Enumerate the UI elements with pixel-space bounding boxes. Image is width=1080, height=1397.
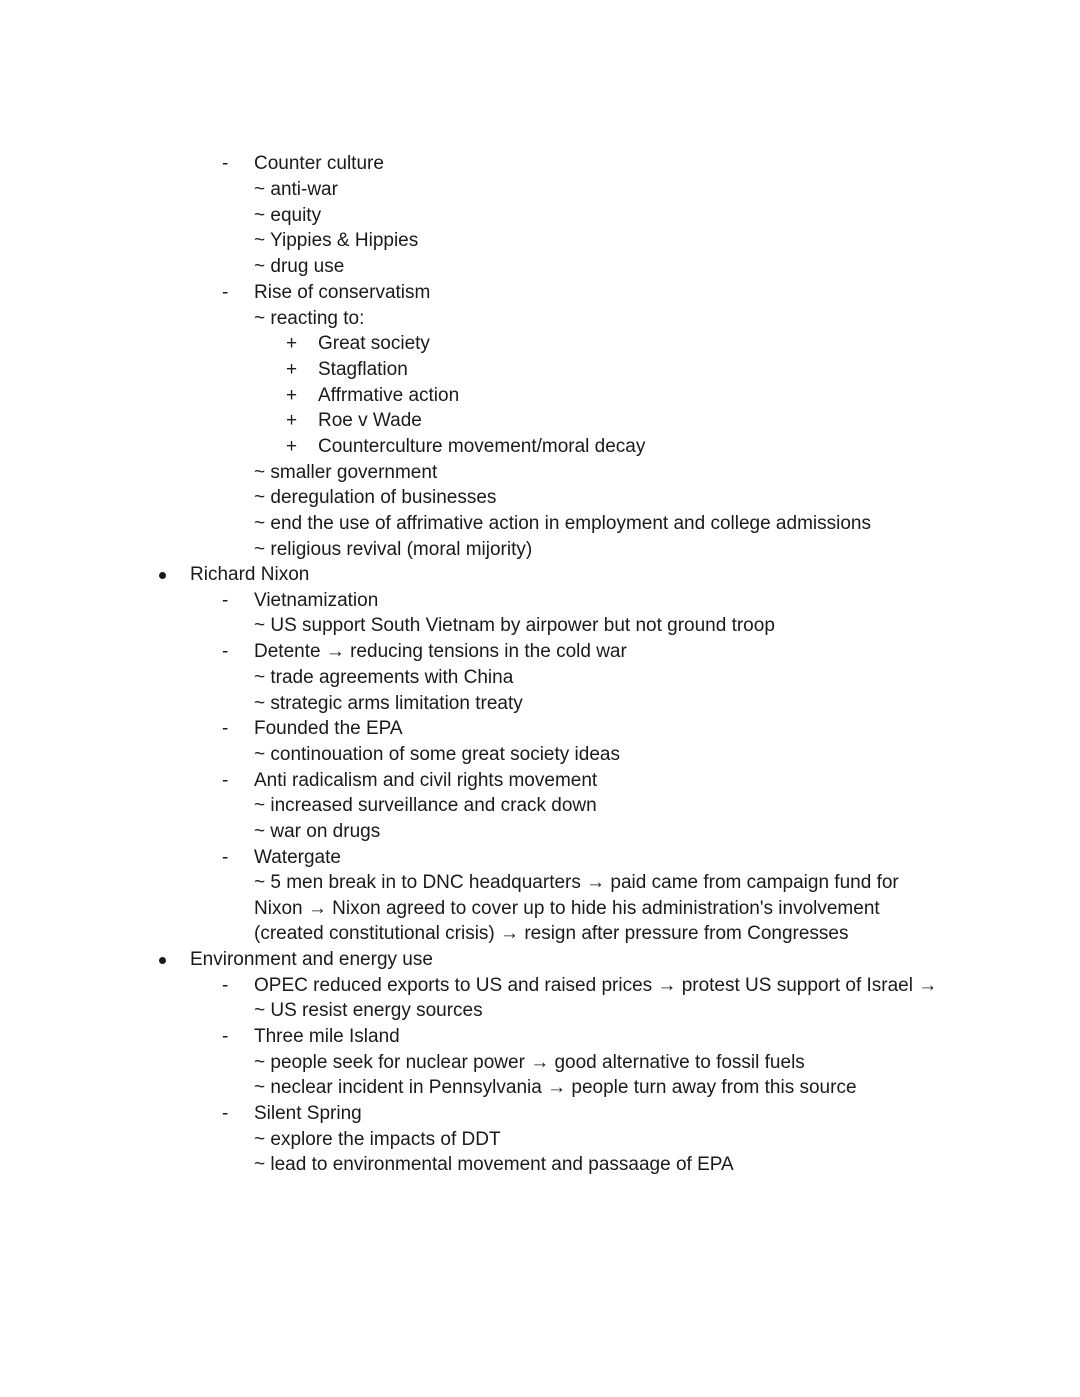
note-line: ~ US resist energy sources xyxy=(254,1000,483,1021)
dash-marker: - xyxy=(222,641,229,662)
plus-marker: + xyxy=(286,359,298,380)
note-line: ~ neclear incident in Pennsylvania → people turn away from this source xyxy=(254,1077,857,1098)
note-line: Nixon → Nixon agreed to cover up to hide his administration's involvement xyxy=(254,898,880,919)
note-line: ~ smaller government xyxy=(254,462,438,483)
dash-marker: - xyxy=(222,282,229,303)
note-line: ~ people seek for nuclear power → good alternative to fossil fuels xyxy=(254,1052,805,1073)
sub-item: Great society xyxy=(318,333,430,354)
topic-rise-of-conservatism: Rise of conservatism xyxy=(254,282,431,303)
dash-marker: - xyxy=(222,975,229,996)
note-line: ~ end the use of affrimative action in employment and college admissions xyxy=(254,513,871,534)
note-line: ~ strategic arms limitation treaty xyxy=(254,693,523,714)
sub-item: Stagflation xyxy=(318,359,408,380)
note-line: ~ 5 men break in to DNC headquarters → paid came from campaign fund for xyxy=(254,872,899,893)
topic-watergate: Watergate xyxy=(254,847,341,868)
note-line: ~ continouation of some great society ideas xyxy=(254,744,620,765)
dash-marker: - xyxy=(222,1026,229,1047)
topic-founded-epa: Founded the EPA xyxy=(254,718,403,739)
note-line: ~ lead to environmental movement and passaage of EPA xyxy=(254,1154,734,1175)
dash-marker: - xyxy=(222,718,229,739)
note-line: ~ anti-war xyxy=(254,179,338,200)
note-line: ~ increased surveillance and crack down xyxy=(254,795,597,816)
sub-item: Counterculture movement/moral decay xyxy=(318,436,646,457)
dash-marker: - xyxy=(222,1103,229,1124)
note-line: ~ religious revival (moral mijority) xyxy=(254,539,533,560)
topic-anti-radicalism: Anti radicalism and civil rights movement xyxy=(254,770,598,791)
note-line: ~ deregulation of businesses xyxy=(254,487,497,508)
topic-counter-culture: Counter culture xyxy=(254,153,384,174)
topic-vietnamization: Vietnamization xyxy=(254,590,379,611)
plus-marker: + xyxy=(286,436,298,457)
plus-marker: + xyxy=(286,333,298,354)
topic-opec: OPEC reduced exports to US and raised prices → protest US support of Israel → xyxy=(254,975,938,996)
topic-silent-spring: Silent Spring xyxy=(254,1103,362,1124)
sub-item: Roe v Wade xyxy=(318,410,422,431)
note-line: ~ trade agreements with China xyxy=(254,667,514,688)
note-line: ~ Yippies & Hippies xyxy=(254,230,419,251)
sub-item: Affrmative action xyxy=(318,385,460,406)
plus-marker: + xyxy=(286,385,298,406)
bullet-marker xyxy=(159,572,166,579)
note-line: ~ equity xyxy=(254,205,322,226)
note-line: ~ drug use xyxy=(254,256,345,277)
dash-marker: - xyxy=(222,770,229,791)
dash-marker: - xyxy=(222,590,229,611)
dash-marker: - xyxy=(222,153,229,174)
plus-marker: + xyxy=(286,410,298,431)
note-line: ~ explore the impacts of DDT xyxy=(254,1129,501,1150)
topic-three-mile-island: Three mile Island xyxy=(254,1026,400,1047)
heading-richard-nixon: Richard Nixon xyxy=(190,564,310,585)
bullet-marker xyxy=(159,957,166,964)
dash-marker: - xyxy=(222,847,229,868)
note-line: (created constitutional crisis) → resign after pressure from Congresses xyxy=(254,923,849,944)
note-line: ~ war on drugs xyxy=(254,821,381,842)
note-line: ~ reacting to: xyxy=(254,308,365,329)
topic-detente: Detente → reducing tensions in the cold war xyxy=(254,641,627,662)
heading-environment-energy: Environment and energy use xyxy=(190,949,433,970)
note-line: ~ US support South Vietnam by airpower but not ground troop xyxy=(254,615,775,636)
